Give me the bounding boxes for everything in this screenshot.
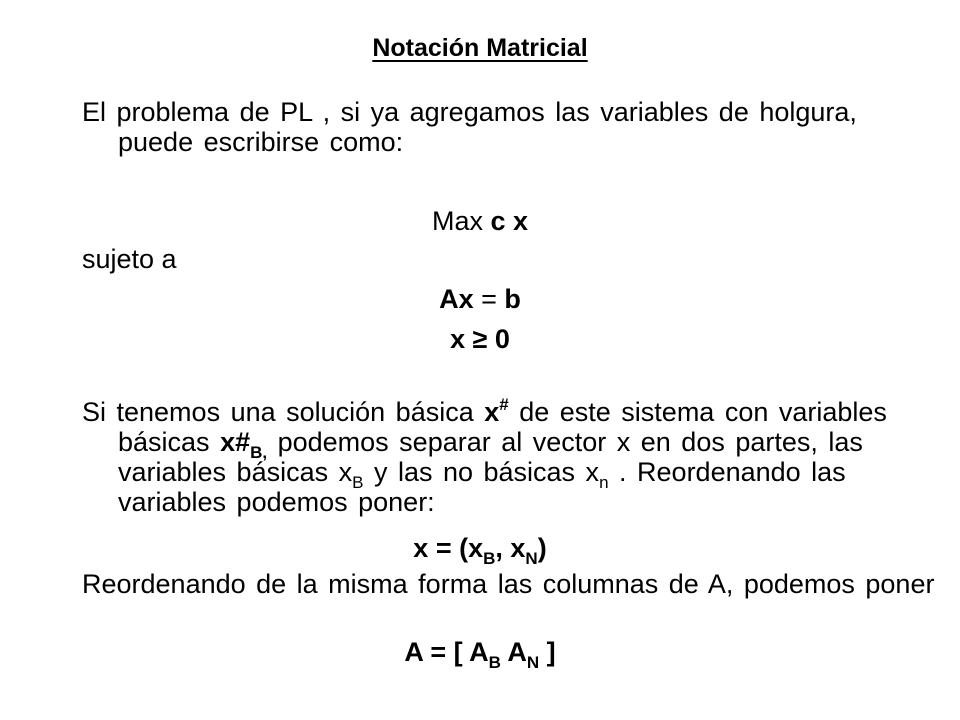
objective-function: [0, 206, 960, 236]
slide-title: Notación Matricial: [372, 34, 588, 62]
p2-sub-n: n: [599, 473, 609, 492]
objective-word: Max: [431, 206, 483, 236]
subject-to-label: sujeto a: [82, 244, 177, 274]
basic-solution-paragraph: [82, 397, 938, 517]
partition-equation-a: A = [ $A_B$ $A_N$ ]: [404, 637, 556, 672]
constraint-op: =: [481, 284, 497, 314]
objective-expression: c x: [490, 206, 529, 236]
p2-text-3: podemos separar al vector x en dos partes, las variables básicas x: [118, 427, 863, 487]
p2-x-sharp: x#: [484, 395, 509, 427]
intro-paragraph: El problema de PL , si ya agregamos las variables de holgura, puede escribirse como:: [82, 97, 857, 157]
constraint-nonnegativity: [0, 324, 960, 354]
p2-sub-b: B: [352, 473, 364, 492]
constraint-lhs: Ax: [439, 284, 474, 314]
p2-x-sharp-b: $x\#_{B,}$: [220, 427, 268, 462]
reorder-columns-paragraph: Reordenando de la misma forma las columnas de A, podemos poner: [82, 569, 935, 599]
p2-text-5: . Reordenando las variables podemos poner:: [118, 457, 846, 517]
p2-text-4: y las no básicas x: [363, 457, 600, 487]
p2-text-1: Si tenemos una solución básica: [82, 397, 485, 427]
partition-equation-x: $x = (x_B$, $x_N$): [413, 533, 547, 568]
nonnegativity-expression: x ≥ 0: [450, 324, 510, 354]
p2-text-2: de este sistema con variables básicas: [118, 397, 887, 457]
constraint-equality: [0, 284, 960, 314]
constraint-rhs: b: [504, 284, 521, 314]
